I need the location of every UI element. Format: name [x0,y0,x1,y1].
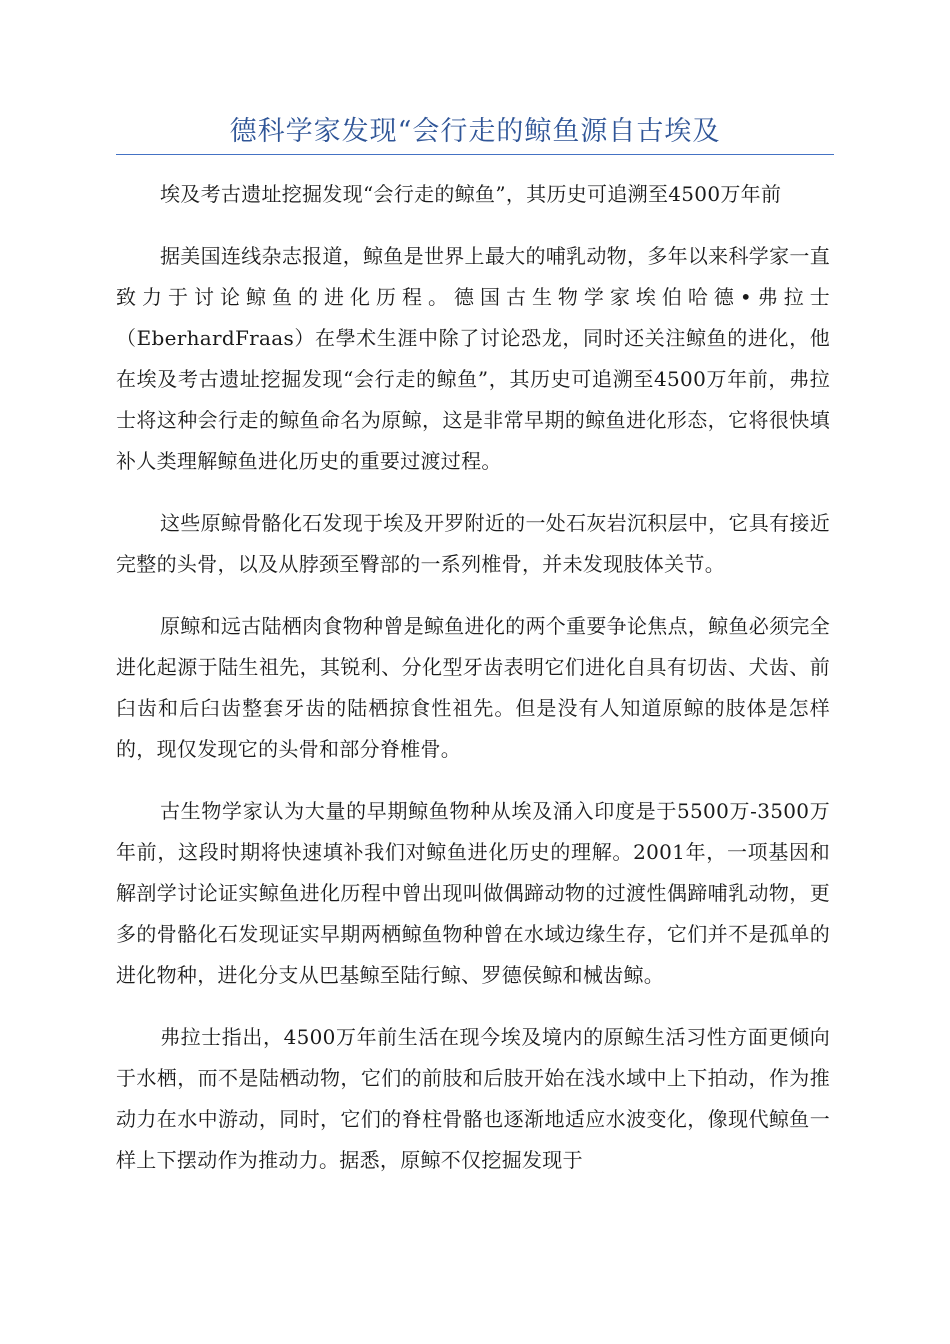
paragraph-intro: 埃及考古遗址挖掘发现“会行走的鲸鱼”，其历史可追溯至4500万年前 [160,182,782,206]
document-title: 德科学家发现“会行走的鲸鱼源自古埃及 [229,116,721,147]
title-underline-rule [116,154,834,155]
paragraph-evolution-debate: 原鲸和远古陆栖肉食物种曾是鲸鱼进化的两个重要争论焦点，鲸鱼必须完全进化起源于陆生祖先，其锐利、分化型牙齿表明它们进化自具有切齿、犬齿、前臼齿和后臼齿整套牙齿的陆栖掠食性祖先。但是没有人知道原鲸的肢体是怎样的，现仅发现它的头骨和部分脊椎骨。 [116,614,830,761]
paragraph-early-species: 古生物学家认为大量的早期鲸鱼物种从埃及涌入印度是于5500万-3500万年前，这段时期将快速填补我们对鲸鱼进化历史的理解。2001年，一项基因和解剖学讨论证实鲸鱼进化历程中曾出现叫做偶蹄动物的过渡性偶蹄哺乳动物，更多的骨骼化石发现证实早期两栖鲸鱼物种曾在水域边缘生存，它们并不是孤单的进化物种，进化分支从巴基鲸至陆行鲸、罗德侯鲸和械齿鲸。 [116,799,830,987]
paragraph-fossil-site: 这些原鲸骨骼化石发现于埃及开罗附近的一处石灰岩沉积层中，它具有接近完整的头骨，以及从脖颈至臀部的一系列椎骨，并未发现肢体关节。 [116,511,830,576]
paragraph-wired-report: 据美国连线杂志报道，鲸鱼是世界上最大的哺乳动物，多年以来科学家一直致力于讨论鲸鱼的进化历程。德国古生物学家埃伯哈德•弗拉士（EberhardFraas）在學术生涯中除了讨论恐龙，同时还关注鲸鱼的进化，他在埃及考古遗址挖掘发现“会行走的鲸鱼”，其历史可追溯至4500万年前，弗拉士将这种会行走的鲸鱼命名为原鲸，这是非常早期的鲸鱼进化形态，它将很快填补人类理解鲸鱼进化历史的重要过渡过程。 [116,244,830,473]
paragraph-aquatic-habits: 弗拉士指出，4500万年前生活在现今埃及境内的原鲸生活习性方面更倾向于水栖，而不是陆栖动物，它们的前肢和后肢开始在浅水域中上下拍动，作为推动力在水中游动，同时，它们的脊柱骨骼也逐渐地适应水波变化，像现代鲸鱼一样上下摆动作为推动力。据悉，原鲸不仅挖掘发现于 [116,1025,830,1172]
document-body [116,174,830,1202]
